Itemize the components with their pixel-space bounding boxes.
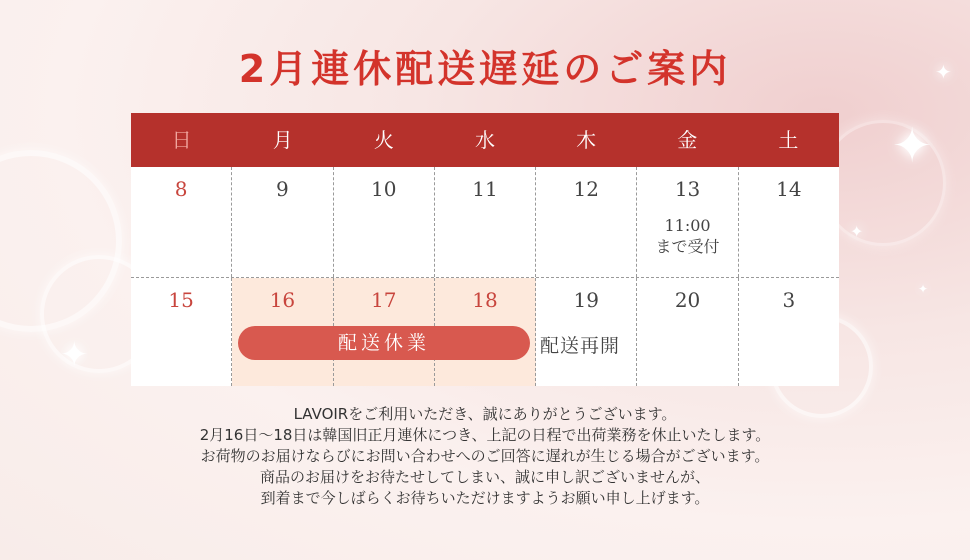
message-line: お荷物のお届けならびにお問い合わせへのご回答に遅れが生じる場合がございます。 [200, 447, 770, 465]
calendar-day [739, 278, 839, 386]
day-number: 11 [472, 177, 498, 201]
weekday-mon: 月 [272, 128, 293, 152]
day-number: 19 [573, 288, 599, 312]
message-line: 商品のお届けをお待たせしてしまい、誠に申し訳ございませんが、 [259, 468, 710, 486]
sparkle-icon: ✦ [935, 60, 952, 84]
weekday-fri: 金 [677, 128, 698, 152]
cutoff-note [637, 215, 737, 257]
day-number: 16 [269, 288, 296, 312]
message-line: LAVOIRをご利用いただき、誠にありがとうございます。 [293, 405, 677, 423]
day-number: 18 [472, 288, 498, 312]
calendar-day [536, 167, 637, 277]
calendar-day [739, 167, 839, 277]
calendar [131, 113, 839, 386]
decorative-ring [0, 150, 122, 332]
weekday-tue: 火 [373, 128, 394, 152]
sparkle-icon: ✦ [850, 222, 864, 241]
notice-message [0, 404, 970, 509]
cutoff-time: 11:00 [664, 216, 711, 235]
sparkle-icon: ✦ [60, 335, 89, 375]
weekday-sat: 土 [778, 128, 799, 152]
day-number: 12 [573, 177, 599, 201]
day-number: 14 [776, 177, 802, 201]
weekday-wed: 水 [474, 128, 495, 152]
calendar-day [435, 167, 536, 277]
calendar-day [334, 167, 435, 277]
message-line: 到着まで今しばらくお待ちいただけますようお願い申し上げます。 [260, 489, 710, 507]
day-number: 13 [674, 177, 701, 201]
day-number: 20 [674, 288, 701, 312]
calendar-day [637, 278, 738, 386]
weekday-thu: 木 [576, 128, 597, 152]
sparkle-icon: ✦ [918, 282, 929, 296]
day-number: 10 [370, 177, 397, 201]
page-title: 2月連休配送遅延のご案内 [238, 47, 732, 91]
calendar-day [232, 167, 333, 277]
day-number: 15 [168, 288, 194, 312]
weekday-sun: 日 [171, 128, 192, 152]
weekday-header [131, 113, 839, 167]
day-number: 8 [174, 177, 188, 201]
calendar-day [637, 167, 738, 277]
day-number: 17 [370, 288, 397, 312]
shipping-closed-badge: 配送休業 [238, 326, 530, 360]
calendar-day [131, 278, 232, 386]
calendar-day [131, 167, 232, 277]
sparkle-icon: ✦ [892, 118, 933, 174]
cutoff-text: まで受付 [655, 237, 720, 256]
message-line: 2月16日～18日は韓国旧正月連休につき、上記の日程で出荷業務を休止いたします。 [199, 426, 771, 444]
calendar-week [131, 167, 839, 278]
shipping-reopen-label: 配送再開 [540, 335, 621, 357]
day-number: 3 [782, 288, 796, 312]
day-number: 9 [276, 177, 289, 201]
